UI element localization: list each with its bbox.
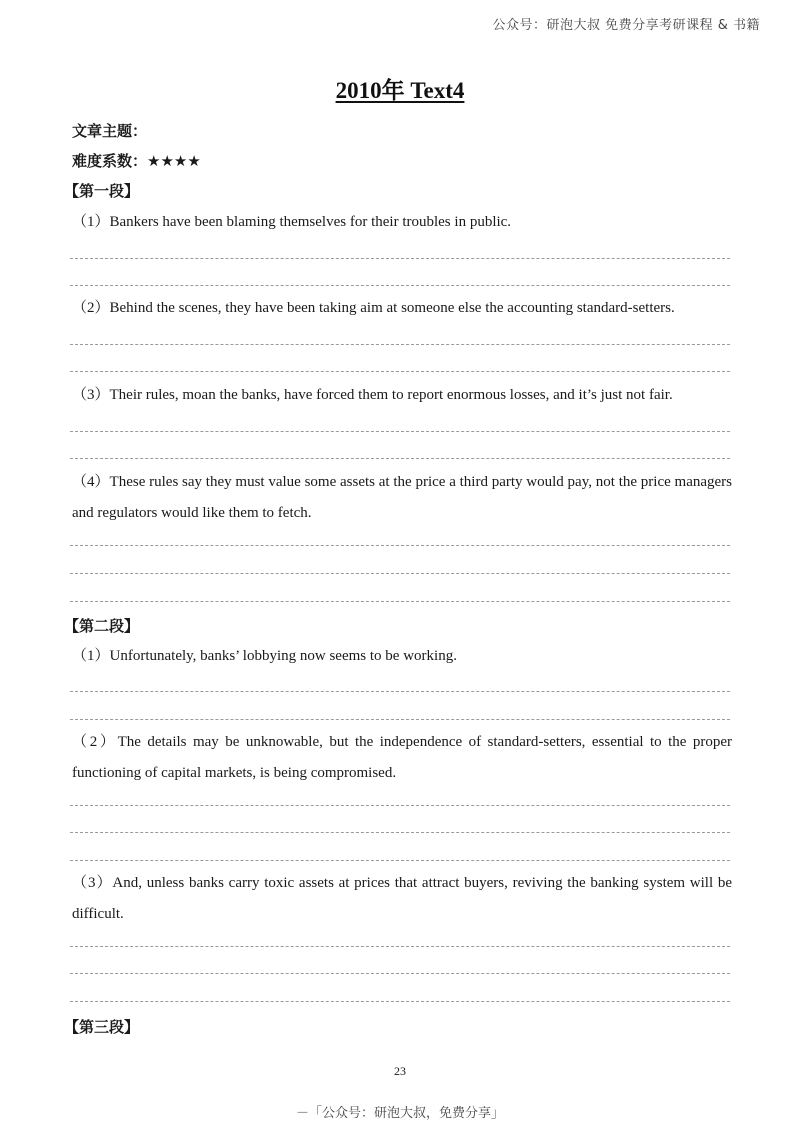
paragraph-2-heading: 【第二段】 (64, 617, 140, 635)
sentence-2-1: （1）Unfortunately, banks’ lobbying now seems to be working. (72, 648, 457, 664)
answer-line (70, 545, 730, 546)
answer-line (70, 719, 730, 720)
answer-line (70, 973, 730, 974)
footer-note: －「公众号：研泡大叔，免费分享」 (295, 1106, 504, 1121)
topic-label: 文章主题： (72, 122, 148, 140)
sentence-2-3: （3）And, unless banks carry toxic assets at prices that attract buyers, reviving the banking system will be difficult. (72, 875, 732, 922)
answer-line (70, 601, 730, 602)
answer-line (70, 431, 730, 432)
answer-line (70, 285, 730, 286)
answer-line (70, 805, 730, 806)
page-number: 23 (394, 1064, 406, 1078)
paragraph-3-heading: 【第三段】 (64, 1018, 140, 1036)
answer-line (70, 860, 730, 861)
paragraph-1-heading: 【第一段】 (64, 182, 140, 200)
answer-line (70, 371, 730, 372)
page-title: 2010年 Text4 (335, 78, 465, 103)
difficulty-label: 难度系数：★★★★ (72, 152, 201, 170)
page-title-wrap (0, 72, 800, 105)
answer-line (70, 832, 730, 833)
answer-line (70, 1001, 730, 1002)
sentence-2-2: （2）The details may be unknowable, but the independence of standard-setters, essential to the proper functioning of capital markets, is being compromised. (72, 734, 732, 781)
answer-line (70, 344, 730, 345)
answer-line (70, 573, 730, 574)
sentence-1-1: （1）Bankers have been blaming themselves for their troubles in public. (72, 214, 512, 230)
answer-line (70, 691, 730, 692)
header-note: 公众号：研泡大叔 免费分享考研课程 & 书籍 (492, 18, 760, 33)
answer-line (70, 458, 730, 459)
answer-line (70, 946, 730, 947)
answer-line (70, 258, 730, 259)
sentence-1-2: （2）Behind the scenes, they have been taking aim at someone else the accounting standard-setters. (72, 300, 675, 316)
sentence-1-4: （4）These rules say they must value some assets at the price a third party would pay, not the price managers and regulators would like them to fetch. (72, 474, 732, 521)
sentence-1-3: （3）Their rules, moan the banks, have forced them to report enormous losses, and it’s just not fair. (72, 387, 673, 403)
